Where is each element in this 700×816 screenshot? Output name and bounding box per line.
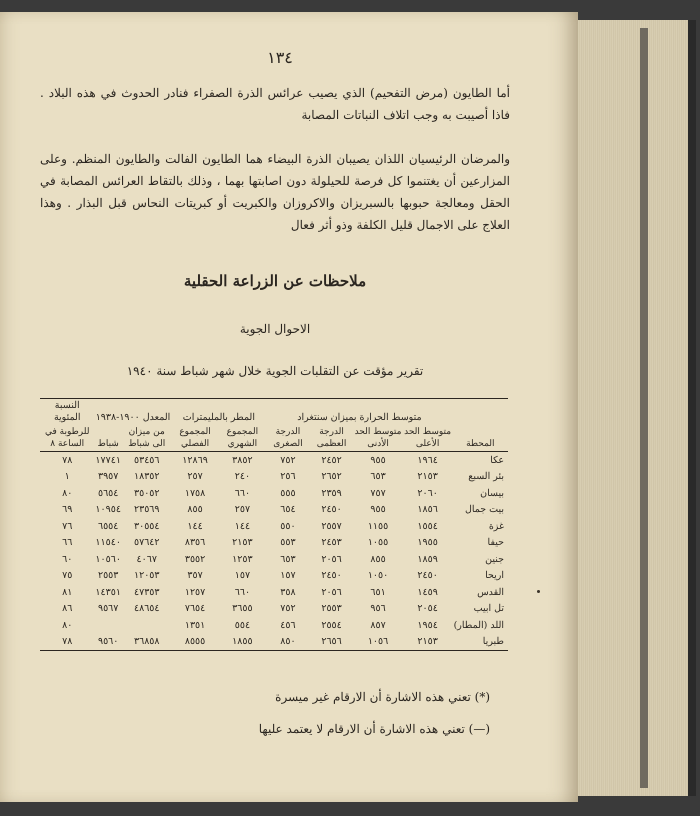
table-cell: ٢٤٥٢ xyxy=(321,454,342,466)
table-cell: ٢٤٥٠ xyxy=(321,570,342,582)
column-header: الدرجة العظمى xyxy=(316,427,347,449)
table-cell: ١٧٧٤١ xyxy=(95,454,121,466)
table-cell: ١٨٥٥ xyxy=(232,636,253,648)
table-cell: ٦٦٠ xyxy=(234,487,251,499)
table-cell: ٢٣٥٦٩ xyxy=(133,504,160,516)
table-cell: ١٠٥٠ xyxy=(367,570,389,582)
table-cell: ١٠٥٦٠ xyxy=(95,553,121,565)
table-cell: ٢٥٥٣ xyxy=(321,603,342,615)
table-cell: ١٤٥٩ xyxy=(417,586,438,598)
column-header: للرطوبة في الساعة ٨ xyxy=(44,427,90,449)
table-cell: ٢٠٦٠ xyxy=(417,487,438,499)
table-row xyxy=(40,634,508,651)
table-cell: ٢٠٥٦ xyxy=(321,586,342,598)
table-cell: ٥٥٣ xyxy=(280,537,296,549)
group-header-humidity: النسبة المئوية xyxy=(53,400,81,423)
table-cell: ٢٤٥٠ xyxy=(321,504,342,516)
table-cell: ٨٣٥٦ xyxy=(184,537,206,549)
page-number: ١٣٤ xyxy=(267,48,293,67)
table-cell: ٧٥٢ xyxy=(280,454,296,466)
table-row xyxy=(40,584,508,601)
table-cell: ١٥٧ xyxy=(234,570,251,582)
weather-table-container xyxy=(40,398,508,653)
paragraph-smut: أما الطايون (مرض التفحيم) الذي يصيب عرائس الذرة الصفراء فنادر الحدوث في هذه البلاد . فاذا أصيبت به وجب اتلاف النباتات المصابة xyxy=(40,86,510,122)
table-cell: ٦٩ xyxy=(62,504,73,516)
table-cell: ٣٦٨٥٨ xyxy=(133,636,160,648)
station-name: تل ابيب xyxy=(473,603,504,615)
table-cell: ٢١٥٣ xyxy=(417,636,438,648)
table-cell: ٢٠٥٤ xyxy=(417,603,438,615)
table-cell: ٧٨ xyxy=(62,454,73,466)
table-cell: ٤٨٦٥٤ xyxy=(133,603,160,615)
table-cell: ١٢٠٥٣ xyxy=(133,570,160,582)
table-cell: ١٢٥٣ xyxy=(232,553,253,565)
table-cell: ١٤٤ xyxy=(234,520,251,532)
subsection-heading: الاحوال الجوية xyxy=(239,322,311,336)
table-cell: ٧٥٢ xyxy=(280,603,296,615)
table-cell: ٤٧٣٥٣ xyxy=(133,586,160,598)
table-cell: ١٢٥٧ xyxy=(184,586,206,598)
table-row xyxy=(40,502,508,519)
table-cell: ٣٥٥٢ xyxy=(184,553,206,565)
station-name: اللد (المطار) xyxy=(453,619,504,631)
book-spine-band xyxy=(640,28,648,788)
table-cell: ٩٥٦ xyxy=(370,603,386,615)
table-cell: ١٩٥٥ xyxy=(417,537,438,549)
table-cell: ٩٥٦٠ xyxy=(97,636,119,648)
table-cell: ٣٠٥٥٤ xyxy=(133,520,160,532)
table-cell: ٤٠٦٧ xyxy=(136,553,157,565)
table-cell: ١٤٤ xyxy=(187,520,203,532)
table-cell: ٢٦٥٦ xyxy=(321,636,342,648)
table-row xyxy=(40,518,508,535)
table-cell: ٢٠٥٦ xyxy=(321,553,342,565)
table-cell: ٩٥٥ xyxy=(370,504,386,516)
table-cell: ٨٦ xyxy=(62,603,73,615)
book-page-edges xyxy=(578,20,696,796)
table-cell: ١٨٥٩ xyxy=(417,553,438,565)
group-header-temperature: متوسط الحرارة بميزان سنتغراد xyxy=(297,412,422,423)
table-cell: ٥٧٦٤٢ xyxy=(133,537,160,549)
table-row xyxy=(40,452,508,469)
table-cell: ٤٥٦ xyxy=(280,619,296,631)
station-name: غزة xyxy=(488,520,504,532)
table-row xyxy=(40,617,508,634)
table-cell: ٥٥٤ xyxy=(234,619,251,631)
column-header: الدرجة الصغرى xyxy=(273,427,303,449)
table-cell: ١٨٣٥٢ xyxy=(133,471,160,483)
table-cell: ١٣٥١ xyxy=(184,619,206,631)
table-cell: ٢٦٥٢ xyxy=(321,471,342,483)
table-cell: ١٠٥٦ xyxy=(367,636,389,648)
table-cell: ٣٥٨ xyxy=(280,586,296,598)
table-cell: ٢٤٥٠ xyxy=(417,570,438,582)
table-cell: ٢٣٥٩ xyxy=(321,487,342,499)
station-name: حيفا xyxy=(487,537,504,549)
table-cell: ٥٥٥ xyxy=(280,487,296,499)
table-cell: ١٨٥٦ xyxy=(417,504,438,516)
station-name: بيسان xyxy=(480,487,504,499)
table-row xyxy=(40,469,508,486)
group-header-average: المعدل ١٩٠٠-١٩٣٨ xyxy=(95,412,171,423)
footnote-unavailable: (*) تعني هذه الاشارة أن الارقام غير ميسرة xyxy=(275,690,490,704)
table-cell: ٢٥٦ xyxy=(280,471,296,483)
table-cell: ٨٥٥ xyxy=(187,504,203,516)
column-header: المجموع الشهري xyxy=(226,427,259,449)
table-cell: ٦٥٣ xyxy=(280,553,296,565)
group-header-blank xyxy=(453,399,508,426)
table-cell: ٣٩٥٧ xyxy=(97,471,119,483)
table-cell: ٣٥٠٥٢ xyxy=(133,487,160,499)
table-row xyxy=(40,535,508,552)
table-cell: ٨١ xyxy=(62,586,73,598)
table-cell: ٣٨٥٢ xyxy=(232,454,253,466)
table-cell: ٧٨ xyxy=(62,636,73,648)
table-cell: ٢١٥٣ xyxy=(417,471,438,483)
table-row xyxy=(40,551,508,568)
table-row xyxy=(40,601,508,618)
station-name: اريحا xyxy=(485,570,504,582)
station-name: بيت جمال xyxy=(464,504,504,516)
weather-table xyxy=(40,398,508,653)
table-cell: ٦٥١ xyxy=(370,586,386,598)
table-cell: ٢٤٥٣ xyxy=(321,537,342,549)
column-header: المحطة xyxy=(466,439,495,449)
table-cell: ٨٥٥٥ xyxy=(184,636,206,648)
footnote-unreliable: (—) تعني هذه الاشارة أن الارقام لا يعتمد عليها xyxy=(258,722,490,736)
table-cell: ٢٤٠ xyxy=(234,471,251,483)
table-row xyxy=(40,485,508,502)
station-name: بئر السبع xyxy=(468,471,504,483)
station-name: جنين xyxy=(485,553,504,565)
paragraph-sorghum-diseases: والمرضان الرئيسيان اللذان يصيبان الذرة البيضاء هما الطايون الفالت والطايون المنظم. وعلى المزارعين أن يغتنموا كل فرصة للحيلولة دون اصابتها بهما ، وذلك بالتقاط العرائس المصابة في الحقل ومعالجة حبوبها بالسبريزان والاكروزان والكبريت أو كبريتات النحاس قبل البذار . وهذا العلاج على الاجمال قليل الكلفة وذو أثر فعال xyxy=(40,152,510,232)
table-cell: ٢٥٥٣ xyxy=(97,570,119,582)
column-header: متوسط الحد الأدنى xyxy=(354,427,402,449)
table-cell: ٢١٥٣ xyxy=(232,537,253,549)
column-header: من ميزان الى شباط xyxy=(128,427,166,449)
table-cell: ٨٥٧ xyxy=(370,619,386,631)
table-cell: ٧٥ xyxy=(62,570,73,582)
column-header: المجموع الفصلي xyxy=(179,427,211,449)
table-cell: ٦٦٠ xyxy=(234,586,251,598)
table-cell: ١ xyxy=(64,471,70,483)
table-cell: ٥٣٤٥٦ xyxy=(133,454,160,466)
column-header: شباط xyxy=(97,439,119,449)
station-name: عكا xyxy=(490,454,504,466)
table-cell: ١٩٥٤ xyxy=(417,619,438,631)
table-cell: ١٤٣٥١ xyxy=(95,586,121,598)
table-cell: ٣٥٧ xyxy=(187,570,203,582)
table-cell: ٦٥٣ xyxy=(370,471,386,483)
table-cell: ٢٥٧ xyxy=(234,504,251,516)
margin-mark xyxy=(537,590,540,593)
group-header-rain: المطر بالمليمترات xyxy=(182,412,255,423)
table-caption: تقرير مؤقت عن التقلبات الجوية خلال شهر شباط سنة ١٩٤٠ xyxy=(126,364,424,378)
table-cell: ٨٥٥ xyxy=(370,553,386,565)
table-cell: ٥٦٥٤ xyxy=(97,487,119,499)
table-cell: ٢٥٧ xyxy=(187,471,203,483)
table-cell xyxy=(94,617,122,634)
section-heading: ملاحظات عن الزراعة الحقلية xyxy=(183,272,367,290)
table-cell: ٩٥٦٧ xyxy=(97,603,119,615)
table-cell: ١٢٨٦٩ xyxy=(182,454,208,466)
table-cell: ١١٥٤٠ xyxy=(95,537,121,549)
table-cell: ٨٥٠ xyxy=(280,636,296,648)
table-cell: ٩٥٥ xyxy=(370,454,386,466)
table-cell: ١٥٧ xyxy=(280,570,296,582)
table-cell xyxy=(122,617,172,634)
table-cell: ٦٥٥٤ xyxy=(97,520,119,532)
table-cell: ١٠٥٥ xyxy=(367,537,389,549)
station-name: القدس xyxy=(477,586,504,598)
table-cell: ١٩٦٤ xyxy=(417,454,438,466)
table-bottom-rule xyxy=(40,651,508,654)
table-cell: ١١٥٥ xyxy=(367,520,389,532)
table-cell: ١٠٩٥٤ xyxy=(95,504,121,516)
table-cell: ٢٥٥٤ xyxy=(321,619,342,631)
table-cell: ٦٥٤ xyxy=(280,504,296,516)
table-cell: ٣٦٥٥ xyxy=(232,603,253,615)
table-cell: ١٧٥٨ xyxy=(184,487,206,499)
table-cell: ٢٥٥٧ xyxy=(321,520,342,532)
station-name: طبريا xyxy=(482,636,504,648)
column-header: متوسط الحد الأعلى xyxy=(404,427,452,449)
table-cell: ٦٠ xyxy=(62,553,73,565)
table-cell: ٨٠ xyxy=(62,487,73,499)
table-cell: ٧٦٥٤ xyxy=(184,603,206,615)
table-row xyxy=(40,568,508,585)
table-cell: ٨٠ xyxy=(62,619,73,631)
table-cell: ٥٥٠ xyxy=(280,520,296,532)
table-cell: ٦٦ xyxy=(62,537,73,549)
table-cell: ١٥٥٤ xyxy=(417,520,438,532)
table-cell: ٧٦ xyxy=(62,520,73,532)
table-cell: ٧٥٧ xyxy=(370,487,386,499)
